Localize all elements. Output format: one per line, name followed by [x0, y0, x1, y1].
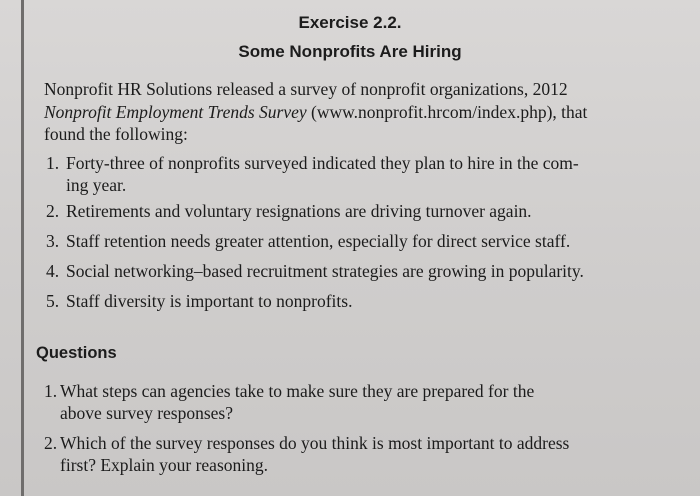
- finding-text: Retirements and voluntary resignations are driving turnover again.: [66, 201, 532, 221]
- finding-item: [46, 230, 676, 260]
- finding-item: [46, 200, 676, 230]
- finding-text: Staff diversity is important to nonprofits.: [66, 291, 353, 311]
- finding-text: Forty-three of nonprofits surveyed indicated they plan to hire in the com-: [66, 153, 579, 173]
- survey-url-text: (www.nonprofit.hrcom/index.php), that: [306, 102, 588, 122]
- finding-number: 4.: [46, 261, 60, 281]
- finding-item: [46, 260, 676, 290]
- questions-list: [44, 380, 684, 476]
- question-number: 2.: [44, 433, 58, 453]
- finding-number: 2.: [46, 201, 60, 221]
- finding-item: [46, 290, 676, 320]
- intro-line-1: Nonprofit HR Solutions released a survey of nonprofit organizations, 2012: [44, 79, 568, 99]
- survey-name: Nonprofit Employment Trends Survey: [44, 102, 307, 122]
- intro-line-3: found the following:: [44, 124, 188, 144]
- intro-paragraph: [44, 78, 684, 145]
- finding-text: Staff retention needs greater attention, especially for direct service staff.: [66, 231, 571, 251]
- finding-number: 5.: [46, 291, 60, 311]
- question-number: 1.: [44, 381, 58, 401]
- intro-line-2: [44, 101, 684, 123]
- question-text-continued: above survey responses?: [60, 403, 234, 423]
- finding-number: 3.: [46, 231, 60, 251]
- exercise-title: Some Nonprofits Are Hiring: [238, 42, 462, 61]
- question-item: [44, 432, 684, 476]
- findings-list: [46, 152, 676, 320]
- finding-number: 1.: [46, 153, 60, 173]
- questions-heading: Questions: [36, 344, 117, 362]
- finding-item: [46, 152, 676, 200]
- exercise-number: Exercise 2.2.: [298, 13, 402, 32]
- finding-text: Social networking–based recruitment strategies are growing in popularity.: [66, 261, 584, 281]
- question-text: What steps can agencies take to make sure they are prepared for the: [60, 381, 535, 401]
- margin-rule: [21, 0, 24, 496]
- question-item: [44, 380, 684, 432]
- question-text: Which of the survey responses do you think is most important to address: [60, 433, 570, 453]
- question-text-continued: first? Explain your reasoning.: [60, 455, 269, 475]
- finding-text-continued: ing year.: [66, 175, 127, 195]
